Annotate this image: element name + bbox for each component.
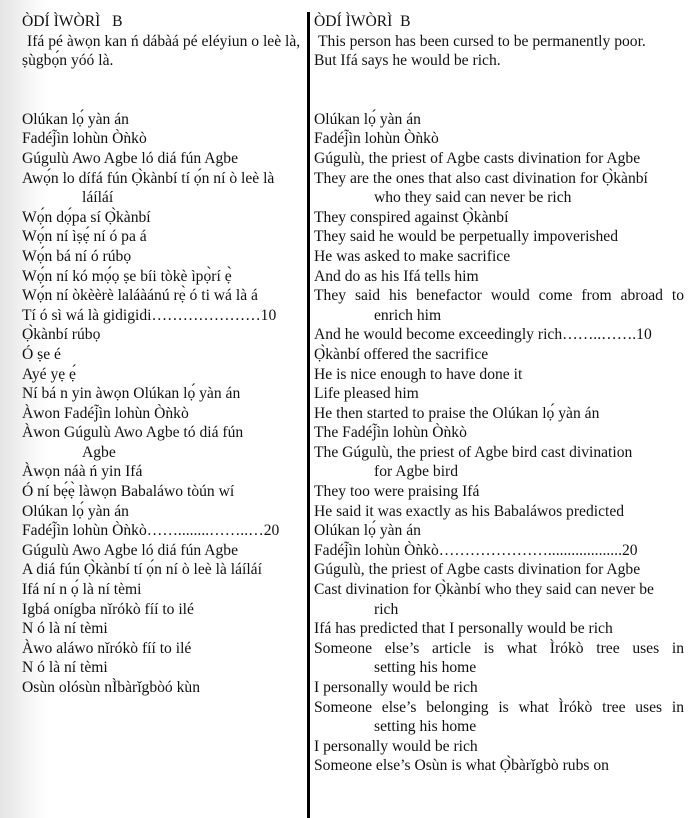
verse-line: Wọ́n bá ní ó rúbọ (22, 247, 132, 265)
verse-line: Gúgulù, the priest of Agbe casts divination for Agbe (314, 561, 641, 579)
english-column (314, 12, 684, 776)
verse-line: Tí ó sì wá là gidigidi…………………10 (22, 306, 277, 324)
verse-line: Fadéj̃ìn lohùn Òǹkò (22, 130, 147, 148)
verse-line-continuation: Agbe (82, 443, 116, 461)
verse-line: Olúkan lọ́ yàn án (22, 110, 129, 128)
verse-line: Olúkan lọ́ yàn án (22, 502, 129, 520)
verse-line: Wọ́n ní ìṣẹ́ ní ó pa á (22, 228, 147, 246)
verse-line: And he would become exceedingly rich……..…….10 (314, 326, 652, 344)
verse-line: Gúgulù Awo Agbe ló diá fún Agbe (22, 541, 238, 559)
verse-line: He said it was exactly as his Babaláwos predicted (314, 502, 625, 520)
verse-line-continuation: rich (374, 600, 399, 618)
verse-line: They said his benefactor would come from abroad to (314, 287, 684, 305)
verse-line: I personally would be rich (314, 737, 478, 755)
verse-line: Life pleased him (314, 385, 419, 403)
english-intro-2: But Ifá says he would be rich. (314, 52, 501, 70)
verse-line: Fadéj̃ìn lohùn Òǹkò (314, 130, 439, 148)
verse-line-continuation: setting his home (374, 718, 477, 736)
verse-line-continuation: enrich him (374, 306, 442, 324)
verse-line: Cast divination for Ọ̀kànbí who they said can never be (314, 581, 654, 599)
verse-line: He is nice enough to have done it (314, 365, 523, 383)
verse-line: The Gúgulù, the priest of Agbe bird cast divination (314, 443, 633, 461)
verse-line: Wọ́n ní òkèèrè laláàánú rẹ̀ ó ti wá là á (22, 287, 258, 305)
verse-line: Ó ṣe é (22, 345, 61, 363)
verse-line: Ifá ní n ọ́ là ní tèmi (22, 581, 142, 599)
verse-line: Ní bá n yin àwọn Olúkan lọ́ yàn án (22, 385, 241, 403)
verse-line: N ó là ní tèmi (22, 620, 108, 638)
yoruba-title: ÒDÍ ÌWÒRÌ B (22, 13, 123, 30)
verse-line: Awọ́n lo dífá fún Ọ̀kànbí tí ọ́n ní ò leè là (22, 169, 275, 187)
verse-line: They too were praising Ifá (314, 483, 480, 501)
spacer (22, 71, 304, 110)
verse-line: Ifá has predicted that I personally would be rich (314, 620, 613, 638)
verse-line-continuation: who they said can never be rich (374, 189, 572, 207)
verse-line: Olúkan lọ́ yàn án (314, 522, 421, 540)
verse-line: Someone else’s belonging is what Ìrókò tree uses in (314, 698, 684, 716)
yoruba-verse (22, 110, 304, 698)
verse-line: Someone else’s article is what Ìrókò tree uses in (314, 639, 684, 657)
verse-line: Someone else’s Osùn is what Ọ̀bàrǐgbò rubs on (314, 757, 609, 775)
verse-line: Àwon Gúgulù Awo Agbe tó diá fún (22, 424, 244, 442)
verse-line: Àwo aláwo nǐrókò fíí to ilé (22, 639, 192, 657)
verse-line: They conspired against Ọ̀kànbí (314, 208, 509, 226)
english-intro-1: This person has been cursed to be permanently poor. (318, 32, 646, 50)
verse-line: They are the ones that also cast divination for Ọ̀kànbí (314, 169, 648, 187)
verse-line: Àwọn náà ń yin Ifá (22, 463, 143, 481)
verse-line: Fadéj̃ìn lohùn Òǹkò…………………...................20 (314, 541, 638, 559)
english-title: ÒDÍ ÌWÒRÌ B (314, 13, 411, 30)
verse-line: Ó ní bẹ́ẹ̀ làwọn Babaláwo tòún wí (22, 483, 235, 501)
verse-line: Ayé yẹ ẹ́ (22, 365, 76, 383)
verse-line: Gúgulù Awo Agbe ló diá fún Agbe (22, 149, 238, 167)
verse-line: N ó là ní tèmi (22, 659, 108, 677)
verse-line-continuation: setting his home (374, 659, 477, 677)
verse-line: Igbá onígba nǐrókò fíí to ilé (22, 600, 194, 618)
spacer (314, 71, 684, 110)
verse-line: Osùn olósùn nÌbàrǐgbòó kùn (22, 679, 201, 696)
verse-line: Ọ̀kànbí rúbọ (22, 326, 101, 344)
verse-line: A diá fún Ọ̀kànbí tí ọ́n ní ò leè là láíláí (22, 561, 262, 579)
verse-line: Fadéj̃ìn lohùn Òǹkò……........……..…20 (22, 522, 280, 540)
verse-line: Gúgulù, the priest of Agbe casts divination for Agbe (314, 149, 641, 167)
verse-line: They said he would be perpetually impoverished (314, 228, 618, 246)
verse-line: He was asked to make sacrifice (314, 247, 511, 265)
column-divider (307, 12, 310, 818)
english-verse (314, 110, 684, 776)
yoruba-intro: Ifá pé àwọn kan ń dábàá pé eléyiun o leè là, ṣùgbọ́n yóó là. (22, 32, 301, 70)
verse-line: Wọ́n dọ́pa sí Ọ̀kànbí (22, 208, 151, 226)
verse-line: The Fadéj̃ìn lohùn Òǹkò (314, 424, 467, 442)
verse-line: Ọ̀kànbí offered the sacrifice (314, 345, 489, 363)
verse-line-continuation: láíláí (82, 189, 114, 207)
verse-line: Àwon Fadéj̃ìn lohùn Òǹkò (22, 404, 189, 422)
verse-line: And do as his Ifá tells him (314, 267, 479, 285)
verse-line: He then started to praise the Olúkan lọ́ yàn án (314, 404, 600, 422)
verse-line: I personally would be rich (314, 679, 478, 696)
verse-line: Wọ́n ní kó mọ́ọ ṣe bíi tòkè ìpọ̀rí ẹ̀ (22, 267, 232, 285)
verse-line: Olúkan lọ́ yàn án (314, 110, 421, 128)
verse-line-continuation: for Agbe bird (374, 463, 459, 481)
yoruba-column (22, 12, 304, 698)
